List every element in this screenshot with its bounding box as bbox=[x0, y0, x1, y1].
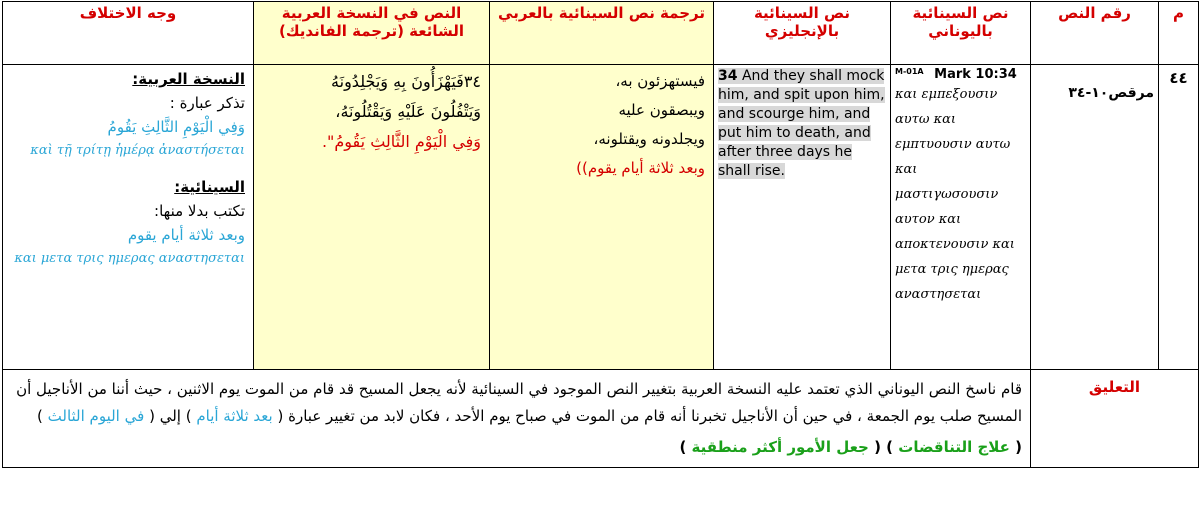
greek-line: μετα τρις ημερας bbox=[895, 262, 1009, 277]
footer-close: ) bbox=[679, 438, 687, 456]
arabic-line: ويجلدونه ويقتلونه، bbox=[593, 130, 705, 148]
greek-text bbox=[895, 82, 1026, 307]
header-english: نص السينائية بالإنجليزي bbox=[714, 2, 891, 65]
arabic-version-greek: καὶ τῇ τρίτῃ ἡμέρᾳ ἀναστήσεται bbox=[30, 143, 245, 158]
english-verse: And they shall mock him, and spit upon him, and scourge him, and put him to death, and after three days he shall rise. bbox=[718, 68, 885, 179]
header-row bbox=[3, 2, 1199, 65]
greek-line: αυτον και bbox=[895, 212, 962, 227]
sinaitic-phrase: وبعد ثلاثة أيام يقوم bbox=[127, 226, 245, 244]
common-line: وَيَتْفُلُونَ عَلَيْهِ وَيَقْتُلُونَهُ، bbox=[335, 102, 481, 121]
header-common-text: النص في النسخة العربية الشائعة (ترجمة الفانديك) bbox=[254, 2, 490, 65]
greek-line: εμπτυουσιν αυτω bbox=[895, 137, 1011, 152]
comment-close: ) bbox=[37, 407, 43, 425]
greek-reference: Mark 10:34 bbox=[934, 67, 1017, 82]
greek-line: και bbox=[895, 162, 918, 177]
arabic-version-intro: تذكر عبارة : bbox=[169, 94, 245, 112]
arabic-line-highlight: وبعد ثلاثة أيام يقوم)) bbox=[576, 159, 705, 177]
greek-line: αποκτενουσιν και bbox=[895, 237, 1015, 252]
sinaitic-greek: και μετα τρις ημερας αναστησεται bbox=[14, 251, 245, 266]
sinaitic-intro: تكتب بدلا منها: bbox=[154, 202, 245, 220]
greek-line: αναστησεται bbox=[895, 287, 982, 302]
difference-cell bbox=[3, 65, 254, 370]
comment-connector: ) إلي ( bbox=[149, 407, 192, 425]
arabic-line: ويبصقون عليه bbox=[618, 101, 705, 119]
data-row bbox=[3, 65, 1199, 370]
common-text-cell bbox=[254, 65, 490, 370]
common-line: ٣٤فَيَهْزَأُونَ بِهِ وَيَجْلِدُونَهُ bbox=[331, 72, 481, 91]
greek-text-cell bbox=[891, 65, 1031, 370]
common-line-highlight: وَفِي الْيَوْمِ الثَّالِثِ يَقُومُ". bbox=[321, 132, 481, 151]
row-number: ٤٤ bbox=[1159, 65, 1199, 370]
header-arabic-translation: ترجمة نص السينائية بالعربي bbox=[490, 2, 714, 65]
arabic-line: فيستهزئون به، bbox=[615, 72, 705, 90]
header-text-number: رقم النص bbox=[1031, 2, 1159, 65]
footer-mid: ) ( bbox=[874, 438, 894, 456]
arabic-version-phrase: وَفِي الْيَوْمِ الثَّالِثِ يَقُومُ bbox=[107, 118, 245, 136]
footer-phrase-2: جعل الأمور أكثر منطقية bbox=[691, 438, 869, 456]
comment-footer bbox=[11, 434, 1022, 461]
english-text bbox=[718, 68, 885, 179]
comment-row bbox=[3, 370, 1199, 468]
header-difference: وجه الاختلاف bbox=[3, 2, 254, 65]
comment-phrase-1: بعد ثلاثة أيام bbox=[196, 407, 273, 425]
arabic-version-heading: النسخة العربية: bbox=[132, 70, 245, 88]
verse-number: 34 bbox=[718, 68, 738, 84]
comparison-table bbox=[2, 1, 1199, 468]
greek-line: και εμπεξουσιν bbox=[895, 87, 998, 102]
spacer bbox=[7, 163, 245, 175]
english-text-cell bbox=[714, 65, 891, 370]
footer-open: ( bbox=[1015, 438, 1022, 456]
sinaitic-heading: السينائية: bbox=[174, 178, 245, 196]
greek-ref-tag: M-01A bbox=[895, 67, 924, 76]
text-reference: مرقص١٠-٣٤ bbox=[1031, 65, 1159, 370]
greek-line: αυτω και bbox=[895, 112, 957, 127]
comment-text: قام ناسخ النص اليوناني الذي تعتمد عليه النسخة العربية بتغيير النص الموجود في السينائية لأنه يجعل المسيح قد قام من الموت يوم الاثنين ، حيث أننا من الأناجيل أن المسيح صلب يوم الجمعة ، في حين أن الأناجيل تخبرنا أنه قام من الموت في صباح يوم الأحد ، فكان لابد من تغيير عبارة ( bbox=[16, 380, 1022, 425]
comment-label: التعليق bbox=[1031, 370, 1199, 468]
arabic-translation-cell bbox=[490, 65, 714, 370]
header-greek: نص السينائية باليوناني bbox=[891, 2, 1031, 65]
comment-cell bbox=[3, 370, 1031, 468]
comment-phrase-2: في اليوم الثالث bbox=[47, 407, 145, 425]
footer-phrase-1: علاج التناقضات bbox=[898, 438, 1010, 456]
header-m: م bbox=[1159, 2, 1199, 65]
greek-line: μαστιγωσουσιν bbox=[895, 187, 999, 202]
